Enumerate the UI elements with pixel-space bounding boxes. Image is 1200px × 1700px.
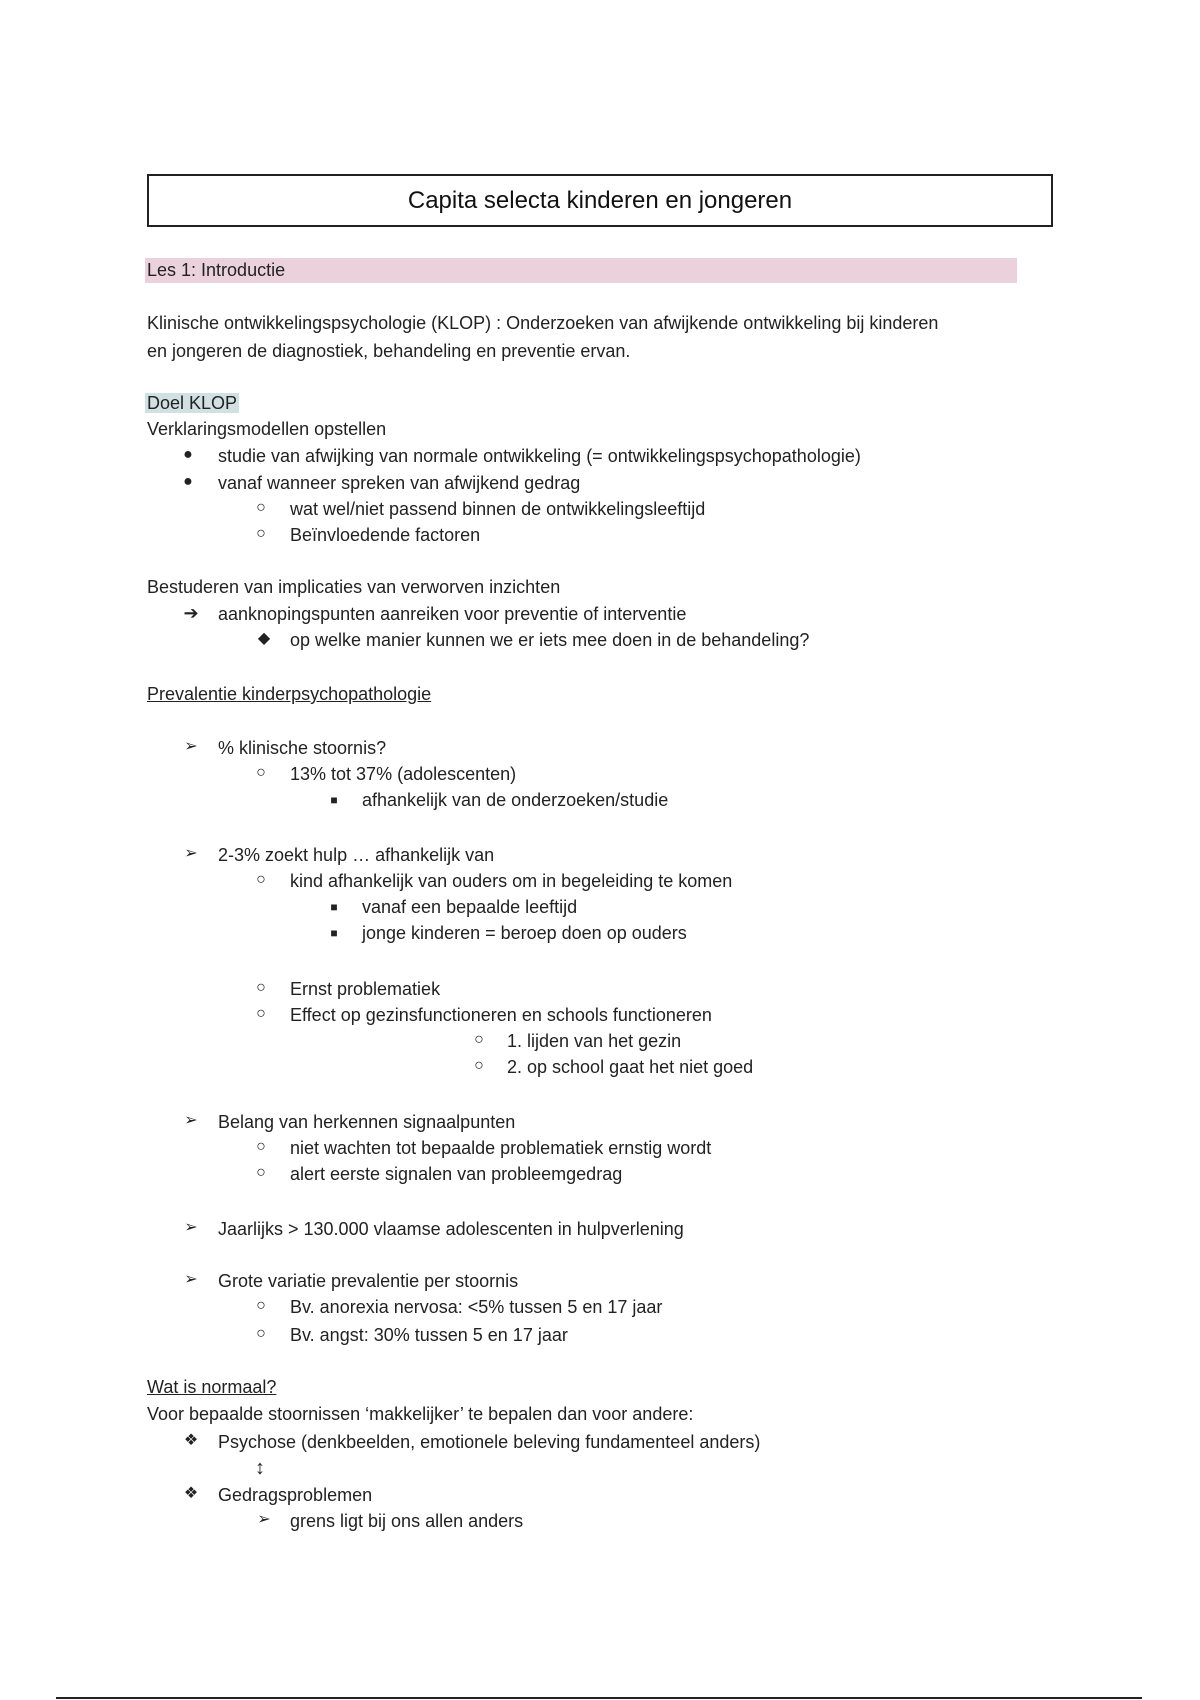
- bestuderen-heading: Bestuderen van implicaties van verworven inzichten: [147, 577, 561, 597]
- normaal-item-1: Psychose (denkbeelden, emotionele beleving fundamenteel anders): [218, 1432, 761, 1452]
- arrowhead-bullet-icon: ➢: [184, 1219, 198, 1236]
- normaal-intro: Voor bepaalde stoornissen ‘makkelijker’ te bepalen dan voor andere:: [147, 1404, 694, 1424]
- prevalentie-item-1a1: afhankelijk van de onderzoeken/studie: [362, 790, 669, 810]
- square-bullet-icon: ■: [330, 900, 338, 914]
- doel-bullet-1: studie van afwijking van normale ontwikkeling (= ontwikkelingspsychopathologie): [218, 446, 861, 466]
- prevalentie-item-1: % klinische stoornis?: [218, 738, 387, 758]
- hollow-bullet-icon: ○: [256, 1164, 266, 1181]
- arrowhead-bullet-icon: ➢: [257, 1511, 271, 1528]
- prevalentie-item-3: Belang van herkennen signaalpunten: [218, 1112, 516, 1132]
- prevalentie-item-2c: Effect op gezinsfunctioneren en schools functioneren: [290, 1005, 712, 1025]
- hollow-bullet-icon: ○: [256, 499, 266, 516]
- prevalentie-item-5: Grote variatie prevalentie per stoornis: [218, 1271, 519, 1291]
- arrowhead-bullet-icon: ➢: [184, 845, 198, 862]
- hollow-bullet-icon: ○: [256, 1138, 266, 1155]
- intro-line-2: en jongeren de diagnostiek, behandeling en preventie ervan.: [147, 341, 631, 361]
- bestuderen-arrow-item: aanknopingspunten aanreiken voor preventie of interventie: [218, 604, 687, 624]
- prevalentie-item-2b: Ernst problematiek: [290, 979, 441, 999]
- arrowhead-bullet-icon: ➢: [184, 1271, 198, 1288]
- four-diamond-bullet-icon: ❖: [183, 1485, 199, 1502]
- prevalentie-item-1a: 13% tot 37% (adolescenten): [290, 764, 517, 784]
- four-diamond-bullet-icon: ❖: [183, 1432, 199, 1449]
- bestuderen-diamond-item: op welke manier kunnen we er iets mee doen in de behandeling?: [290, 630, 810, 650]
- doel-heading: [145, 392, 239, 414]
- prevalentie-heading: Prevalentie kinderpsychopathologie: [147, 684, 432, 704]
- prevalentie-item-5a: Bv. anorexia nervosa: <5% tussen 5 en 17 jaar: [290, 1297, 663, 1317]
- normaal-heading: Wat is normaal?: [147, 1377, 277, 1397]
- filled-bullet-icon: ●: [183, 446, 193, 463]
- prevalentie-item-2: 2-3% zoekt hulp … afhankelijk van: [218, 845, 495, 865]
- square-bullet-icon: ■: [330, 793, 338, 807]
- intro-line-1: Klinische ontwikkelingspsychologie (KLOP) : Onderzoeken van afwijkende ontwikkeling bij kinderen: [147, 313, 939, 333]
- arrowhead-bullet-icon: ➢: [184, 1112, 198, 1129]
- hollow-bullet-icon: ○: [256, 979, 266, 996]
- bottom-divider: [56, 1697, 1142, 1699]
- doel-heading-text: Doel KLOP: [147, 393, 238, 413]
- prevalentie-item-2a: kind afhankelijk van ouders om in begeleiding te komen: [290, 871, 733, 891]
- prevalentie-item-3a: niet wachten tot bepaalde problematiek ernstig wordt: [290, 1138, 712, 1158]
- up-down-arrow-icon: ↕: [255, 1457, 265, 1479]
- prevalentie-item-5b: Bv. angst: 30% tussen 5 en 17 jaar: [290, 1325, 568, 1345]
- hollow-bullet-icon: ○: [256, 1325, 266, 1342]
- diamond-bullet-icon: ◆: [257, 630, 271, 647]
- hollow-bullet-icon: ○: [256, 871, 266, 888]
- doel-bullet-2b: Beïnvloedende factoren: [290, 525, 481, 545]
- filled-bullet-icon: ●: [183, 473, 193, 490]
- hollow-bullet-icon: ○: [256, 764, 266, 781]
- square-bullet-icon: ■: [330, 926, 338, 940]
- normaal-item-2a: grens ligt bij ons allen anders: [290, 1511, 524, 1531]
- doel-bullet-2a: wat wel/niet passend binnen de ontwikkelingsleeftijd: [290, 499, 706, 519]
- hollow-bullet-icon: ○: [474, 1057, 484, 1074]
- prevalentie-item-2c1: 1. lijden van het gezin: [507, 1031, 682, 1051]
- hollow-bullet-icon: ○: [256, 1297, 266, 1314]
- prevalentie-item-2c2: 2. op school gaat het niet goed: [507, 1057, 754, 1077]
- arrow-right-icon: ➔: [183, 603, 199, 623]
- arrowhead-bullet-icon: ➢: [184, 738, 198, 755]
- prevalentie-item-4: Jaarlijks > 130.000 vlaamse adolescenten in hulpverlening: [218, 1219, 684, 1239]
- hollow-bullet-icon: ○: [256, 525, 266, 542]
- document-title: Capita selecta kinderen en jongeren: [147, 174, 1053, 227]
- hollow-bullet-icon: ○: [256, 1005, 266, 1022]
- prevalentie-item-2a1: vanaf een bepaalde leeftijd: [362, 897, 578, 917]
- hollow-bullet-icon: ○: [474, 1031, 484, 1048]
- doel-subheading: Verklaringsmodellen opstellen: [147, 419, 387, 439]
- prevalentie-item-2a2: jonge kinderen = beroep doen op ouders: [362, 923, 687, 943]
- lesson-heading: Les 1: Introductie: [147, 260, 286, 280]
- normaal-item-2: Gedragsproblemen: [218, 1485, 373, 1505]
- doel-bullet-2: vanaf wanneer spreken van afwijkend gedrag: [218, 473, 581, 493]
- prevalentie-item-3b: alert eerste signalen van probleemgedrag: [290, 1164, 623, 1184]
